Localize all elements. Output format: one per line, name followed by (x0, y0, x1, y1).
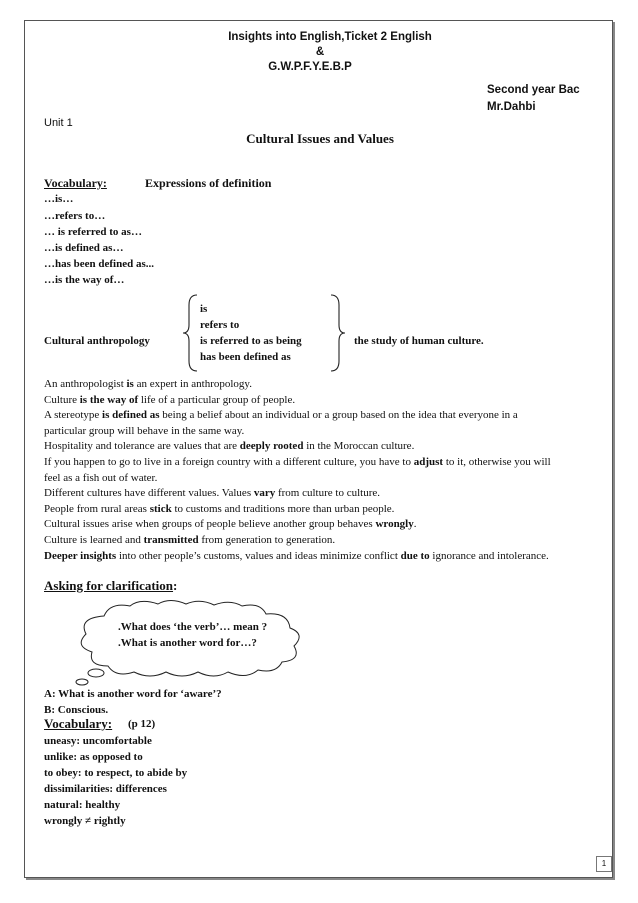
example-line: If you happen to go to live in a foreign country with a different culture, you have to adjust to it, otherwise you will (44, 455, 551, 468)
doc-title-amp: & (315, 46, 325, 58)
doc-title: Insights into English,Ticket 2 English (228, 31, 432, 43)
example-line: Cultural issues arise when groups of people believe another group behaves wrongly. (44, 518, 417, 531)
example-line: feel as a fish out of water. (44, 471, 158, 484)
vocab2-item: to obey: to respect, to abide by (44, 767, 188, 779)
expression-item: …is… (44, 193, 74, 205)
school-name: G.W.P.F.Y.E.B.P (268, 61, 352, 73)
lesson-title: Cultural Issues and Values (246, 131, 394, 146)
expression-item: … is referred to as… (44, 226, 142, 238)
page-number: 1 (596, 856, 612, 872)
left-brace-icon (181, 293, 201, 373)
example-line: A stereotype is defined as being a belief about an individual or a group based on the idea that everyone in a (44, 409, 518, 422)
unit-label: Unit 1 (44, 117, 73, 129)
dialogue-b: B: Conscious. (44, 704, 109, 716)
example-line: An anthropologist is an expert in anthropology. (44, 378, 252, 390)
definition-verb: has been defined as (200, 351, 291, 363)
vocab-heading: Vocabulary: (44, 176, 107, 190)
teacher-name: Mr.Dahbi (487, 101, 536, 113)
example-line: Culture is the way of life of a particular group of people. (44, 393, 296, 406)
definition-verb: is (200, 303, 208, 315)
example-line: particular group will behave in the same way. (44, 424, 245, 437)
bubble-question: .What is another word for…? (118, 637, 257, 649)
definition-subject: Cultural anthropology (44, 335, 150, 347)
expression-item: …is the way of… (44, 274, 125, 286)
vocab2-item: natural: healthy (44, 799, 121, 811)
vocab2-page-ref: (p 12) (128, 718, 156, 730)
bubble-question: .What does ‘the verb’… mean ? (118, 621, 268, 633)
definition-verb: is referred to as being (200, 335, 302, 347)
vocab2-item: uneasy: uncomfortable (44, 735, 152, 747)
definition-verb: refers to (200, 319, 240, 331)
expression-item: …refers to… (44, 210, 106, 222)
expression-item: …has been defined as... (44, 258, 155, 270)
example-line: Deeper insights into other people’s customs, values and ideas minimize conflict due to ignorance and intolerance. (44, 549, 549, 562)
dialogue-a: A: What is another word for ‘aware’? (44, 688, 222, 700)
example-line: Culture is learned and transmitted from generation to generation. (44, 533, 336, 546)
example-line: People from rural areas stick to customs and traditions more than urban people. (44, 502, 395, 515)
clarification-heading: Asking for clarification: (44, 578, 178, 593)
examples-block (44, 377, 604, 564)
vocab2-item: wrongly ≠ rightly (44, 815, 126, 827)
vocab2-item: dissimilarities: differences (44, 783, 167, 795)
vocab2-heading: Vocabulary: (44, 716, 113, 731)
level-label: Second year Bac (487, 84, 580, 96)
example-line: Hospitality and tolerance are values that are deeply rooted in the Moroccan culture. (44, 440, 415, 453)
example-line: Different cultures have different values. Values vary from culture to culture. (44, 487, 381, 500)
vocab2-item: unlike: as opposed to (44, 751, 143, 763)
vocab-subheading: Expressions of definition (145, 176, 272, 190)
expression-item: …is defined as… (44, 242, 124, 254)
definition-object: the study of human culture. (354, 335, 484, 347)
right-brace-icon (327, 293, 347, 373)
